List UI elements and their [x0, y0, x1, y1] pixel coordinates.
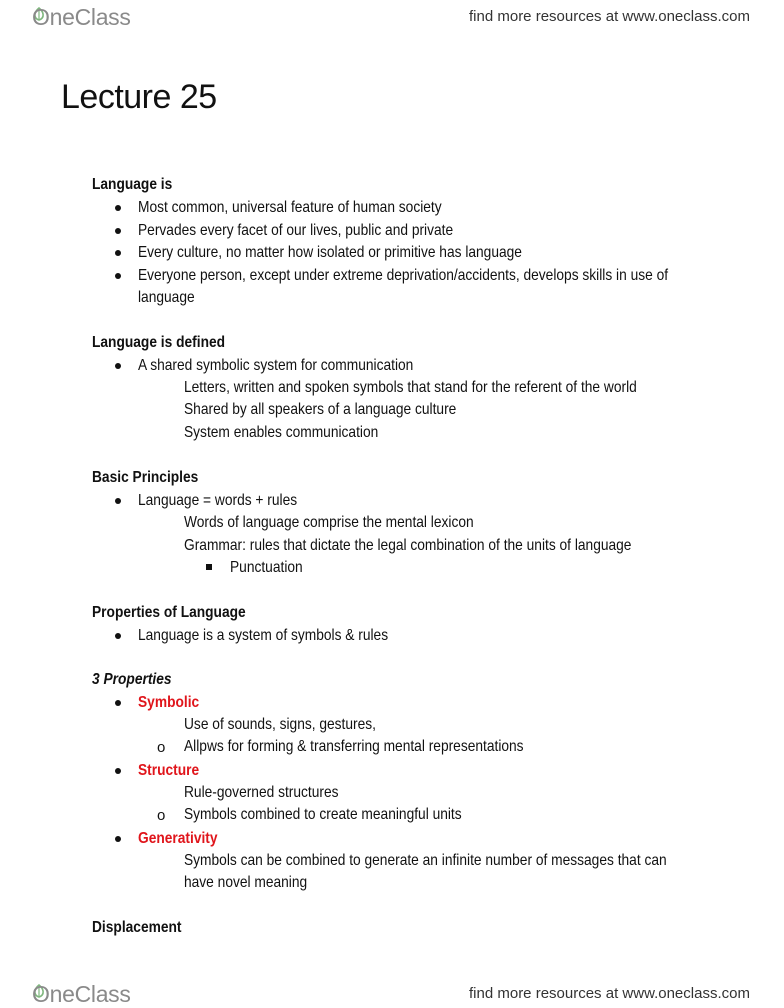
bullet-disc-icon: [115, 205, 121, 211]
list-item: Symbols combined to create meaningful units: [184, 806, 462, 823]
indented-line: Symbols can be combined to generate an infinite number of messages that can: [184, 852, 667, 869]
bullet-circle-icon: o: [157, 739, 166, 756]
bullet-disc-icon: [115, 250, 121, 256]
header-logo-text: OneClass: [32, 4, 131, 30]
bullet-disc-icon: [115, 273, 121, 279]
list-item: Language = words + rules: [138, 492, 298, 509]
header-resources-link[interactable]: find more resources at www.oneclass.com: [469, 8, 750, 25]
page-title: Lecture 25: [61, 78, 217, 116]
bullet-disc-icon: [115, 498, 121, 504]
list-item: Pervades every facet of our lives, public and private: [138, 222, 454, 239]
indented-line: Letters, written and spoken symbols that stand for the referent of the world: [184, 379, 637, 396]
indented-line: Use of sounds, signs, gestures,: [184, 716, 376, 733]
bullet-disc-icon: [115, 836, 121, 842]
header-logo[interactable]: [30, 4, 131, 31]
bullet-disc-icon: [115, 700, 121, 706]
list-item: Punctuation: [230, 559, 303, 576]
section-heading-properties-of-language: Properties of Language: [92, 604, 246, 621]
list-item: Everyone person, except under extreme deprivation/accidents, develops skills in use of: [138, 267, 669, 284]
footer-logo-text: OneClass: [32, 981, 131, 1007]
bullet-disc-icon: [115, 228, 121, 234]
footer-resources-link[interactable]: find more resources at www.oneclass.com: [469, 985, 750, 1002]
section-heading-language-defined: Language is defined: [92, 334, 226, 351]
list-item: Allpws for forming & transferring mental representations: [184, 738, 524, 755]
section-heading-language-is: Language is: [92, 176, 173, 193]
list-item-continuation: language: [138, 289, 195, 306]
indented-line: Rule-governed structures: [184, 784, 339, 801]
bullet-disc-icon: [115, 363, 121, 369]
bullet-circle-icon: o: [157, 807, 166, 824]
list-item: A shared symbolic system for communication: [138, 357, 414, 374]
indented-line: Grammar: rules that dictate the legal combination of the units of language: [184, 537, 632, 554]
property-structure: Structure: [138, 762, 200, 779]
property-generativity: Generativity: [138, 830, 218, 847]
section-heading-displacement: Displacement: [92, 919, 182, 936]
indented-line: Words of language comprise the mental lexicon: [184, 514, 474, 531]
list-item: Language is a system of symbols & rules: [138, 627, 389, 644]
footer-logo[interactable]: [30, 981, 131, 1008]
indented-line: Shared by all speakers of a language culture: [184, 401, 457, 418]
list-item: Every culture, no matter how isolated or primitive has language: [138, 244, 522, 261]
bullet-disc-icon: [115, 768, 121, 774]
bullet-square-icon: [206, 564, 212, 570]
indented-line: System enables communication: [184, 424, 379, 441]
section-heading-basic-principles: Basic Principles: [92, 469, 199, 486]
bullet-disc-icon: [115, 633, 121, 639]
indented-line: have novel meaning: [184, 874, 308, 891]
list-item: Most common, universal feature of human society: [138, 199, 442, 216]
property-symbolic: Symbolic: [138, 694, 200, 711]
section-heading-3-properties: 3 Properties: [92, 671, 172, 688]
